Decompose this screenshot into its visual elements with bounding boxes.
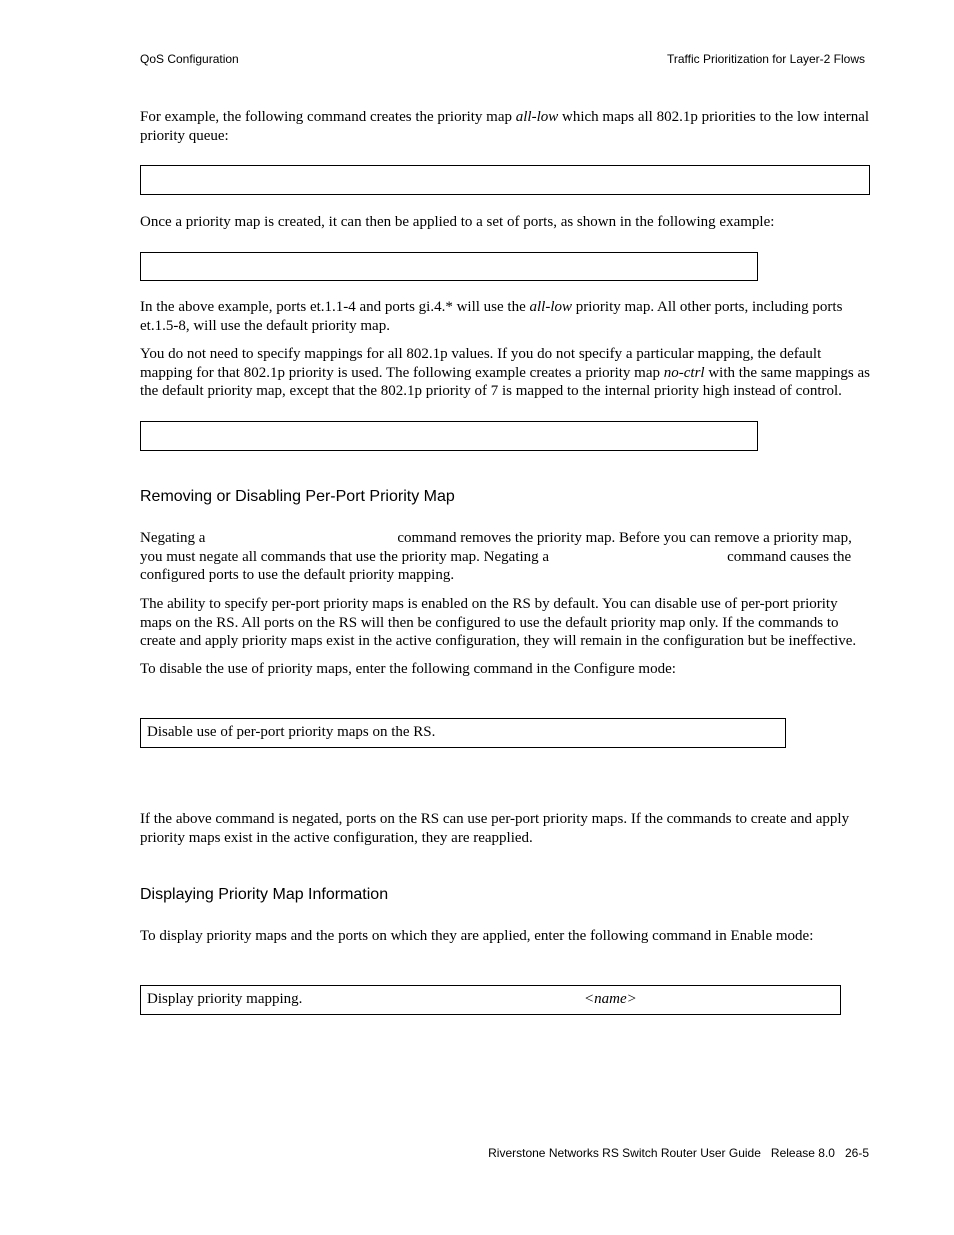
paragraph-display-instruction: To display priority maps and the ports on which they are applied, enter the following command in Enable mode: — [140, 928, 814, 944]
command-example-box-apply-map — [140, 252, 758, 281]
command-example-box-create-map — [140, 165, 870, 195]
text-segment: Negating a — [140, 530, 206, 546]
text-segment: In the above example, ports et.1.1-4 and ports gi.4.* will use the — [140, 299, 530, 315]
command-table-display — [140, 985, 841, 1015]
text-segment: priority map. All other ports, including ports et.1.5-8, will use the default priority map. — [140, 299, 843, 334]
map-name-all-low: all-low — [515, 109, 559, 125]
running-header-left: QoS Configuration — [140, 52, 239, 66]
command-argument-name: <name> — [584, 991, 637, 1007]
paragraph-example-all-low — [140, 108, 872, 145]
section-heading-displaying: Displaying Priority Map Information — [140, 886, 389, 903]
paragraph-negating — [140, 529, 872, 585]
text-segment: For example, the following command creates the priority map — [140, 109, 516, 125]
paragraph-ports-explanation — [140, 298, 872, 335]
command-description: Disable use of per-port priority maps on the RS. — [147, 724, 436, 740]
text-segment: command causes the configured ports to use the default priority mapping. — [140, 548, 852, 584]
map-name-no-ctrl: no-ctrl — [663, 364, 705, 381]
paragraph-per-port-enabled: The ability to specify per-port priority maps is enabled on the RS by default. You can disable use of per-port priority maps on the RS. All ports on the RS will then be configured to use the default priority map only. If the commands to create and apply priority maps exist in the active configuration, they will remain in the configuration but be ineffective. — [140, 596, 857, 650]
text-segment: command removes the priority map. Before you can remove a priority map, you must negate all commands that use the priority map. Negating a — [140, 530, 852, 565]
command-table-disable — [140, 718, 786, 748]
footer-guide-title: Riverstone Networks RS Switch Router User Guide — [488, 1146, 761, 1160]
map-name-all-low: all-low — [529, 299, 573, 315]
running-header-right: Traffic Prioritization for Layer-2 Flows — [666, 52, 865, 66]
text-segment: which maps all 802.1p priorities to the low internal priority queue: — [140, 109, 870, 144]
text-segment: with the same mappings as the default priority map, except that the 802.1p priority of 7 is mapped to the internal priority high instead of control. — [140, 364, 870, 400]
section-heading-removing: Removing or Disabling Per-Port Priority Map — [140, 488, 455, 505]
footer-release: Release 8.0 — [770, 1146, 835, 1160]
paragraph-negated-command: If the above command is negated, ports on the RS can use per-port priority maps. If the commands to create and apply priority maps exist in the active configuration, they are reapplied. — [140, 811, 850, 846]
text-segment: You do not need to specify mappings for all 802.1p values. If you do not specify a particular mapping, the default mapping for that 802.1p priority is used. The following example creates a priority map — [140, 346, 822, 381]
paragraph-disable-instruction: To disable the use of priority maps, enter the following command in the Configure mode: — [140, 661, 676, 677]
command-example-box-no-ctrl — [140, 421, 758, 451]
paragraph-default-mappings — [140, 345, 872, 401]
footer-page-number: 26-5 — [844, 1146, 869, 1160]
command-description: Display priority mapping. — [147, 991, 303, 1007]
page-footer — [488, 1146, 869, 1160]
paragraph-apply-map: Once a priority map is created, it can then be applied to a set of ports, as shown in the following example: — [140, 214, 775, 230]
